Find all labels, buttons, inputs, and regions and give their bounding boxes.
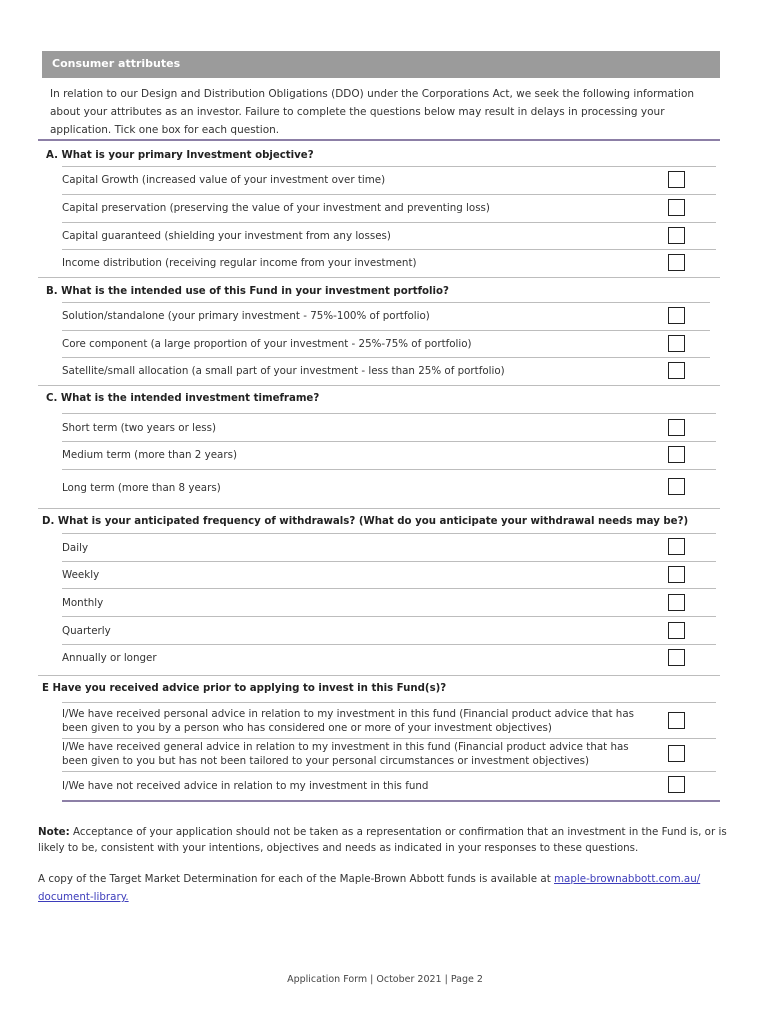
option-a2-checkbox[interactable] xyxy=(668,199,685,216)
tmd-text: A copy of the Target Market Determination for each of the Maple-Brown Abbott funds is available at xyxy=(38,873,555,885)
option-b3-checkbox[interactable] xyxy=(668,362,685,379)
option-c1-label: Short term (two years or less) xyxy=(62,422,217,434)
option-c3-checkbox[interactable] xyxy=(668,478,685,495)
divider xyxy=(62,469,716,470)
divider xyxy=(62,194,716,195)
divider xyxy=(62,166,716,167)
divider xyxy=(62,302,710,303)
option-a1-label: Capital Growth (increased value of your investment over time) xyxy=(62,174,386,186)
divider xyxy=(38,139,720,141)
divider xyxy=(62,616,716,617)
option-d1-label: Daily xyxy=(62,542,89,554)
option-e2-label: I/We have received general advice in relation to my investment in this fund (Financial product advice that has been given to you but has not been tailored to your personal circumstances or investment objectives) xyxy=(62,741,629,767)
divider xyxy=(38,277,720,278)
section-title: Consumer attributes xyxy=(52,57,181,70)
option-d2-checkbox[interactable] xyxy=(668,566,685,583)
option-e3-checkbox[interactable] xyxy=(668,776,685,793)
divider xyxy=(62,738,716,739)
question-a-title: A. What is your primary Investment objective? xyxy=(46,150,314,161)
option-d5-checkbox[interactable] xyxy=(668,649,685,666)
divider xyxy=(62,441,716,442)
option-a4-label: Income distribution (receiving regular income from your investment) xyxy=(62,257,417,269)
intro-paragraph: In relation to our Design and Distribution Obligations (DDO) under the Corporations Act, we seek the following information about your attributes as an investor. Failure to complete the questions below may result in delays in processing your application. Tick one box for each question. xyxy=(50,88,695,136)
option-a3-checkbox[interactable] xyxy=(668,227,685,244)
option-a3-label: Capital guaranteed (shielding your investment from any losses) xyxy=(62,230,391,242)
page-footer: Application Form | October 2021 | Page 2 xyxy=(287,974,483,985)
option-b2-label: Core component (a large proportion of your investment - 25%-75% of portfolio) xyxy=(62,338,472,350)
divider xyxy=(38,385,720,386)
option-b3-label: Satellite/small allocation (a small part of your investment - less than 25% of portfolio) xyxy=(62,365,505,377)
option-b1-checkbox[interactable] xyxy=(668,307,685,324)
divider xyxy=(62,771,716,772)
divider xyxy=(62,249,716,250)
question-d-title: D. What is your anticipated frequency of withdrawals? (What do you anticipate your withdrawal needs may be?) xyxy=(42,516,689,527)
divider xyxy=(62,588,716,589)
divider xyxy=(62,800,720,802)
option-d2-label: Weekly xyxy=(62,569,100,581)
option-c2-label: Medium term (more than 2 years) xyxy=(62,449,237,461)
divider xyxy=(62,561,716,562)
option-d5-label: Annually or longer xyxy=(62,652,157,664)
document-library-link[interactable]: maple-brownabbott.com.au/ document-library. xyxy=(38,873,701,903)
option-d1-checkbox[interactable] xyxy=(668,538,685,555)
divider xyxy=(62,533,716,534)
option-e1-label: I/We have received personal advice in relation to my investment in this fund (Financial product advice that has been given to you by a person who has considered one or more of your investment objectives) xyxy=(62,708,634,734)
divider xyxy=(62,330,710,331)
option-c2-checkbox[interactable] xyxy=(668,446,685,463)
divider xyxy=(62,702,716,703)
option-e2-checkbox[interactable] xyxy=(668,745,685,762)
note-label: Note: xyxy=(38,826,70,838)
divider xyxy=(62,222,716,223)
question-c-title: C. What is the intended investment timeframe? xyxy=(46,393,320,404)
option-d4-checkbox[interactable] xyxy=(668,622,685,639)
note-paragraph xyxy=(38,824,728,856)
option-a2-label: Capital preservation (preserving the value of your investment and preventing loss) xyxy=(62,202,490,214)
option-e3-label: I/We have not received advice in relation to my investment in this fund xyxy=(62,780,429,792)
option-d3-checkbox[interactable] xyxy=(668,594,685,611)
option-e1-checkbox[interactable] xyxy=(668,712,685,729)
tmd-paragraph xyxy=(38,870,728,906)
question-e-title: E Have you received advice prior to applying to invest in this Fund(s)? xyxy=(42,683,447,694)
divider xyxy=(62,413,716,414)
option-d4-label: Quarterly xyxy=(62,625,111,637)
option-b1-label: Solution/standalone (your primary investment - 75%-100% of portfolio) xyxy=(62,310,430,322)
divider xyxy=(62,357,710,358)
section-header-bar xyxy=(42,51,720,78)
option-a1-checkbox[interactable] xyxy=(668,171,685,188)
option-c3-label: Long term (more than 8 years) xyxy=(62,482,221,494)
option-a4-checkbox[interactable] xyxy=(668,254,685,271)
option-b2-checkbox[interactable] xyxy=(668,335,685,352)
option-d3-label: Monthly xyxy=(62,597,104,609)
question-b-title: B. What is the intended use of this Fund in your investment portfolio? xyxy=(46,286,449,297)
option-c1-checkbox[interactable] xyxy=(668,419,685,436)
divider xyxy=(38,675,720,676)
divider xyxy=(62,644,716,645)
note-text: Acceptance of your application should not be taken as a representation or confirmation that an investment in the Fund is, or is likely to be, consistent with your intentions, objectives and needs as indicated in your responses to these questions. xyxy=(38,826,727,854)
divider xyxy=(38,508,720,509)
